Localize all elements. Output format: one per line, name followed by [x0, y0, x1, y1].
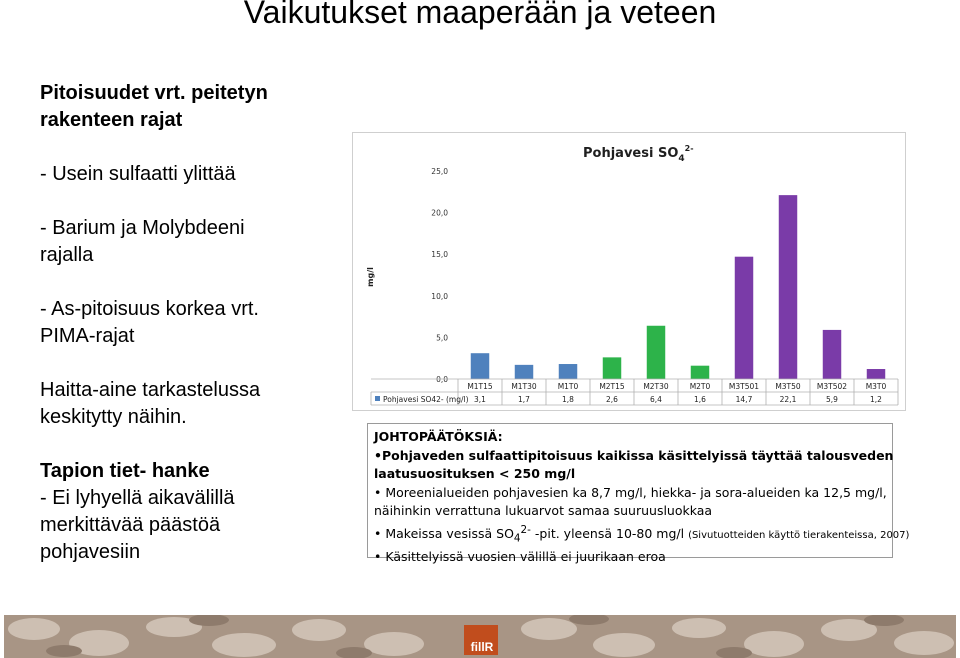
bar-M3T0	[867, 369, 885, 379]
y-tick-label: 5,0	[436, 333, 448, 343]
y-tick-label: 20,0	[431, 208, 448, 218]
bar-M3T502	[823, 330, 841, 379]
value-label-M3T50: 22,1	[779, 395, 797, 404]
bullet-barium-line-2: rajalla	[40, 244, 94, 266]
paragraph-line-2: keskitytty näihin.	[40, 406, 187, 428]
conclusion-item-3-sup: 2-	[520, 523, 531, 536]
conclusion-item-4: • Käsittelyissä vuosien välillä ei juurikaan eroa	[374, 548, 666, 564]
spacer	[40, 188, 340, 215]
value-label-M2T0: 1,6	[694, 395, 706, 404]
category-label-M2T30: M2T30	[643, 382, 669, 391]
value-label-M2T30: 6,4	[650, 395, 662, 404]
y-axis-label: mg/l	[366, 267, 375, 287]
project-line-2: merkittävää päästöä	[40, 514, 221, 536]
bullet-barium-line-1: - Barium ja Molybdeeni	[40, 217, 245, 239]
value-label-M1T30: 1,7	[518, 395, 530, 404]
bullet-arsenic-line-1: - As-pitoisuus korkea vrt.	[40, 298, 259, 320]
y-tick-label: 15,0	[431, 250, 448, 260]
value-label-M3T0: 1,2	[870, 395, 882, 404]
category-label-M2T15: M2T15	[599, 382, 625, 391]
conclusion-item-2-line-1: • Moreenialueiden pohjavesien ka 8,7 mg/l, hiekka- ja sora-alueiden ka 12,5 mg/l,	[374, 484, 887, 500]
value-label-M1T15: 3,1	[474, 395, 486, 404]
value-label-M1T0: 1,8	[562, 395, 574, 404]
y-tick-label: 10,0	[431, 291, 448, 301]
conclusion-item-1-line-2: laatusuosituksen < 250 mg/l	[374, 466, 576, 481]
value-label-M2T15: 2,6	[606, 395, 618, 404]
paragraph-line-1: Haitta-aine tarkastelussa	[40, 379, 261, 401]
bullet-arsenic-line-2: PIMA-rajat	[40, 325, 135, 347]
conclusion-item-3-sub: 4	[513, 532, 521, 545]
bar-M3T50	[779, 195, 797, 379]
bar-M2T0	[691, 366, 709, 379]
y-tick-label: 25,0	[431, 167, 448, 176]
y-tick-label: 0,0	[436, 375, 448, 384]
chart-title: Pohjavesi $SO_4^{2-}$	[583, 144, 694, 164]
heading-line-1: Pitoisuudet vrt. peitetyn	[40, 82, 268, 104]
project-heading: Tapion tiet- hanke	[40, 460, 210, 482]
legend-swatch	[375, 396, 380, 401]
spacer	[40, 431, 340, 458]
bullet-sulfate: - Usein sulfaatti ylittää	[40, 163, 236, 185]
spacer	[40, 134, 340, 161]
conclusions-box	[367, 423, 910, 564]
bar-M1T30	[515, 365, 533, 379]
category-label-M3T0: M3T0	[865, 382, 887, 391]
category-label-M3T501: M3T501	[728, 382, 760, 391]
category-label-M2T0: M2T0	[689, 382, 711, 391]
conclusion-item-1-line-1: •Pohjaveden sulfaattipitoisuus kaikissa käsittelyissä täyttää talousveden	[374, 447, 894, 463]
category-label-M1T15: M1T15	[467, 382, 493, 391]
category-label-M3T50: M3T50	[775, 382, 801, 391]
category-label-M3T502: M3T502	[816, 382, 848, 391]
category-label-M1T0: M1T0	[557, 382, 579, 391]
conclusion-item-3-note: (Sivutuotteiden käyttö tierakenteissa, 2007)	[688, 529, 910, 541]
page-title: Vaikutukset maaperään ja veteen	[243, 0, 717, 30]
fillr-logo-text: fillR	[470, 640, 494, 654]
bar-M2T15	[603, 357, 621, 379]
spacer	[40, 350, 340, 377]
conclusion-item-2-line-2: näihinkin verrattuna lukuarvot samaa suuruusluokkaa	[374, 503, 713, 518]
conclusion-item-3-pre: • Makeissa vesissä SO	[374, 525, 514, 541]
left-text-block	[40, 80, 340, 566]
legend-series-name: Pohjavesi SO42- (mg/l)	[383, 395, 469, 404]
bar-M1T0	[559, 364, 577, 379]
conclusions-heading: JOHTOPÄÄTÖKSIÄ:	[374, 429, 503, 444]
value-label-M3T501: 14,7	[735, 395, 753, 404]
bar-M1T15	[471, 353, 489, 379]
heading-line-2: rakenteen rajat	[40, 109, 183, 131]
value-label-M3T502: 5,9	[826, 395, 838, 404]
project-line-3: pohjavesiin	[40, 541, 141, 563]
conclusion-item-3	[374, 521, 910, 548]
spacer	[40, 269, 340, 296]
project-line-1: - Ei lyhyellä aikavälillä	[40, 487, 235, 509]
chart-frame	[352, 132, 906, 411]
bar-M3T501	[735, 257, 753, 379]
category-label-M1T30: M1T30	[511, 382, 537, 391]
sulfate-bar-chart	[353, 133, 905, 410]
bar-M2T30	[647, 326, 665, 379]
conclusion-item-3-post: -pit. yleensä 10-80 mg/l	[530, 525, 689, 541]
